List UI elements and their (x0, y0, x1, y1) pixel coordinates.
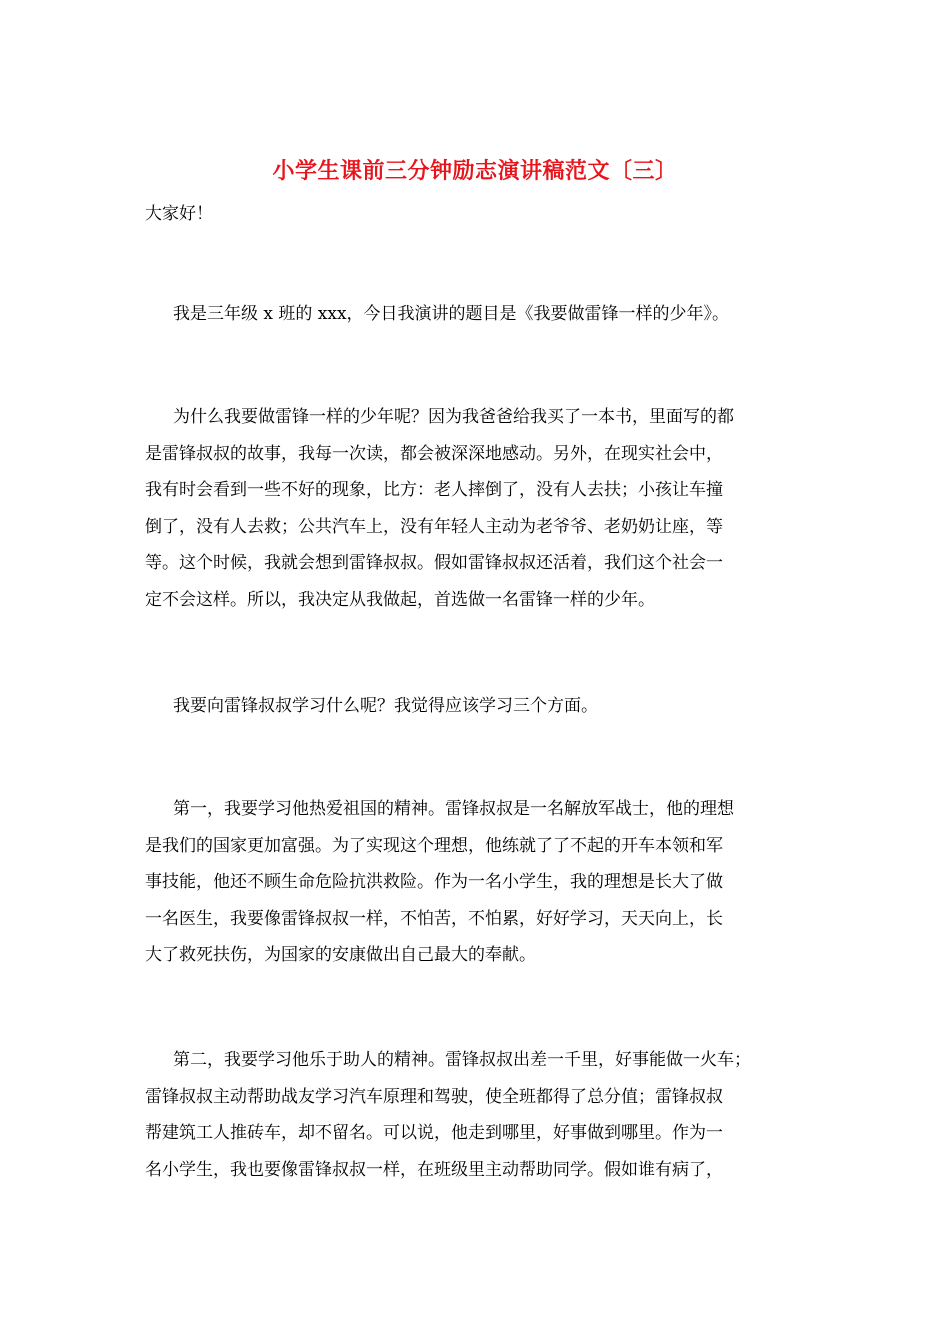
paragraph-line: 第一，我要学习他热爱祖国的精神。雷锋叔叔是一名解放军战士，他的理想 (173, 799, 734, 819)
document-title: 小学生课前三分钟励志演讲稿范文〔三〕 (272, 158, 678, 184)
paragraph-3 (145, 688, 825, 725)
paragraph-line: 雷锋叔叔主动帮助战友学习汽车原理和驾驶，使全班都得了总分值；雷锋叔叔 (145, 1086, 723, 1107)
paragraph-line: 为什么我要做雷锋一样的少年呢？因为我爸爸给我买了一本书，里面写的都 (173, 407, 734, 427)
paragraph-line: 等。这个时候，我就会想到雷锋叔叔。假如雷锋叔叔还活着，我们这个社会一 (145, 553, 723, 574)
paragraph-line: 我有时会看到一些不好的现象，比方：老人摔倒了，没有人去扶；小孩让车撞 (145, 480, 723, 501)
paragraph-5 (145, 1042, 825, 1188)
paragraph-line: 是雷锋叔叔的故事，我每一次读，都会被深深地感动。另外，在现实社会中， (145, 443, 723, 464)
paragraph-line: 第二，我要学习他乐于助人的精神。雷锋叔叔出差一千里，好事能做一火车； (173, 1050, 751, 1070)
paragraph-line: 一名医生，我要像雷锋叔叔一样，不怕苦，不怕累，好好学习，天天向上，长 (145, 908, 723, 929)
paragraph-line: 名小学生，我也要像雷锋叔叔一样，在班级里主动帮助同学。假如谁有病了， (145, 1159, 723, 1180)
paragraph-line: 定不会这样。所以，我决定从我做起，首选做一名雷锋一样的少年。 (145, 589, 655, 610)
paragraph-2 (145, 399, 825, 619)
paragraph-line: 事技能，他还不顾生命危险抗洪救险。作为一名小学生，我的理想是长大了做 (145, 872, 723, 893)
paragraph-line: 倒了，没有人去救；公共汽车上，没有年轻人主动为老爷爷、老奶奶让座，等 (145, 516, 723, 537)
greeting-text: 大家好！ (145, 204, 213, 224)
paragraph-4 (145, 791, 825, 974)
paragraph-line: 是我们的国家更加富强。为了实现这个理想，他练就了了不起的开车本领和军 (145, 835, 723, 856)
paragraph-line: 帮建筑工人推砖车，却不留名。可以说，他走到哪里，好事做到哪里。作为一 (145, 1123, 723, 1144)
paragraph-line: 我是三年级 x 班的 xxx，今日我演讲的题目是《我要做雷锋一样的少年》。 (173, 304, 730, 324)
paragraph-1 (145, 296, 825, 333)
paragraph-line: 大了救死扶伤，为国家的安康做出自己最大的奉献。 (145, 945, 536, 966)
paragraph-line: 我要向雷锋叔叔学习什么呢？我觉得应该学习三个方面。 (173, 696, 598, 716)
